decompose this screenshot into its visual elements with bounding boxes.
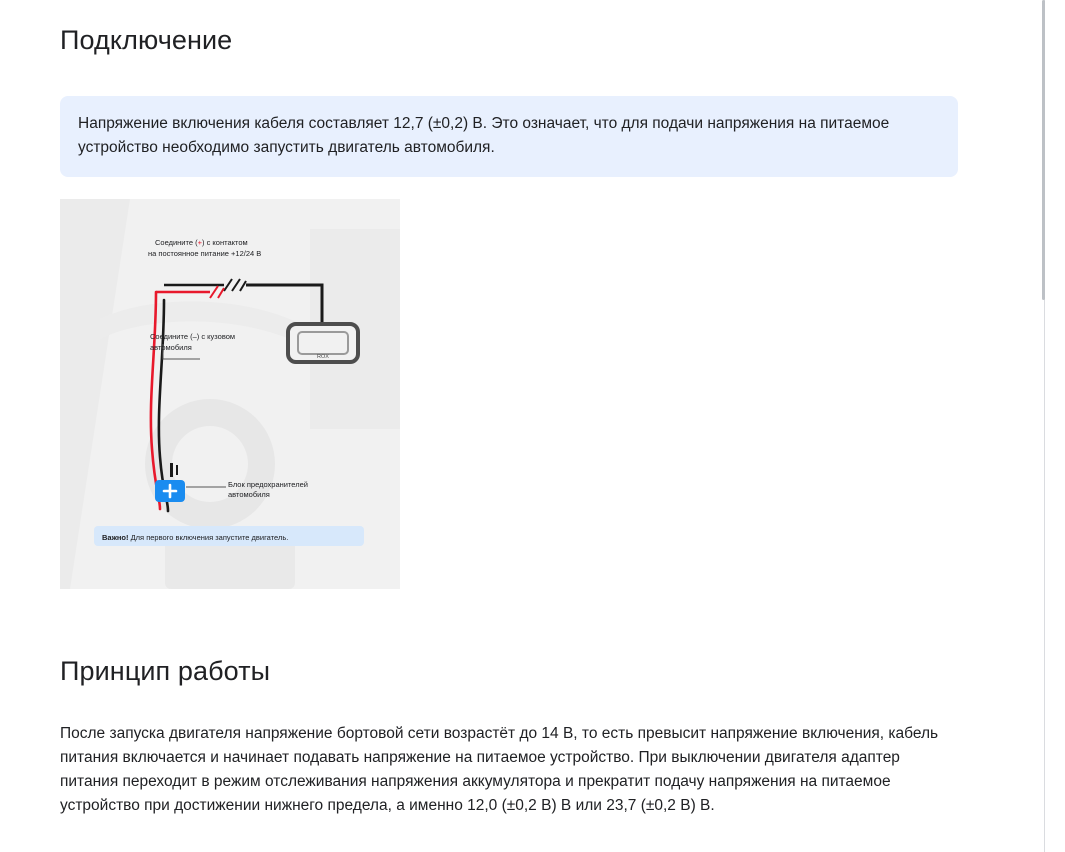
page-title-principle: Принцип работы (60, 656, 271, 686)
principle-body-text: После запуска двигателя напряжение бортовой сети возрастёт до 14 В, то есть превысит напряжение включения, кабель питания включается и начинает подавать напряжение на питаемое устройство. При выключении двигателя адаптер питания переходит в режим отслеживания напряжения аккумулятора и прекратит подачу напряжения на питаемое устройство при достижении нижнего предела, а именно 12,0 (±0,2 В) В или 23,7 (±0,2 В) В. (60, 725, 939, 814)
info-callout-text: Напряжение включения кабеля составляет 12,7 (±0,2) В. Это означает, что для подачи напряжения на питаемое устройство необходимо запустить двигатель автомобиля. (78, 115, 890, 156)
fuse-connector-pin2 (176, 465, 178, 475)
wiring-diagram-figure (60, 199, 400, 589)
plus-label-line1: Соедините (+) с контактом (155, 238, 248, 247)
page-title-connection: Подключение (60, 25, 233, 55)
fuse-connector-pin1 (170, 463, 173, 477)
fuse-label-line1: Блок предохранителей (228, 480, 308, 489)
device-screen (298, 332, 348, 354)
minus-label-line2: автомобиля (150, 343, 192, 352)
wiring-diagram-svg (60, 199, 400, 589)
figure-callout-text: Важно! Для первого включения запустите двигатель. (102, 533, 289, 542)
device-label: ROX (317, 354, 329, 360)
minus-label-line1: Соедините (–) с кузовом (150, 332, 236, 341)
info-callout (60, 96, 958, 177)
fuse-label-line2: автомобиля (228, 490, 270, 499)
plus-label-line2: на постоянное питание +12/24 В (148, 249, 262, 258)
vertical-scrollbar-thumb[interactable] (1042, 0, 1045, 300)
